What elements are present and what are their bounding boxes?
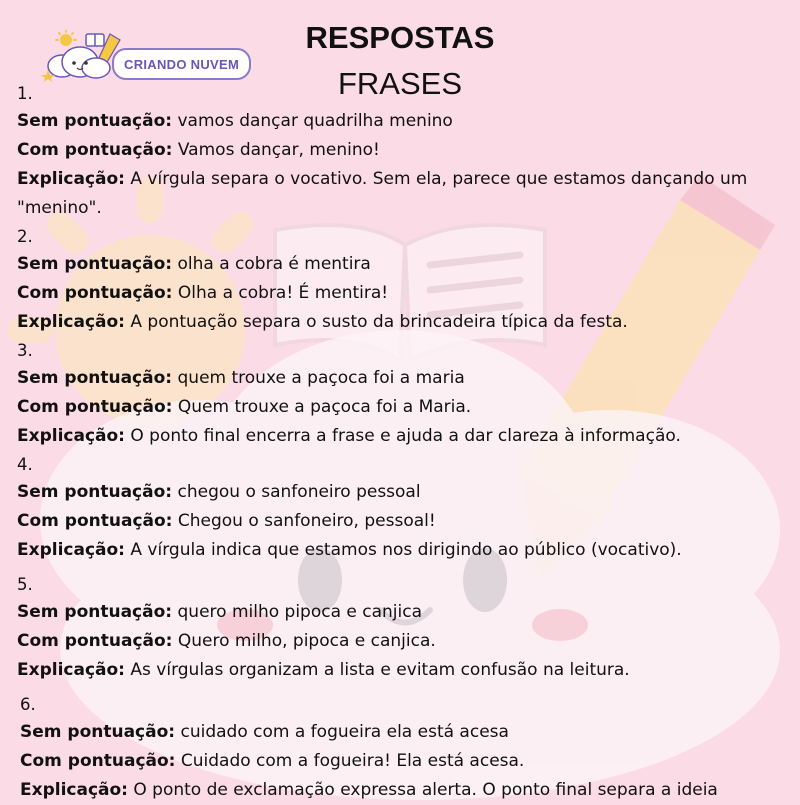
without-label: Sem pontuação: [17, 111, 173, 131]
without-label: Sem pontuação: [17, 368, 173, 388]
with-label: Com pontuação: [20, 751, 176, 771]
without-label: Sem pontuação: [17, 254, 173, 274]
with-label: Com pontuação: [17, 283, 173, 303]
item-number: 2. [17, 227, 33, 246]
explanation-line [17, 308, 787, 337]
punctuated-line [17, 136, 787, 165]
unpunctuated-text: quem trouxe a paçoca foi a maria [177, 368, 465, 388]
answer-item [17, 451, 787, 565]
explanation-line [17, 422, 787, 451]
explanation-text: A vírgula separa o vocativo. Sem ela, parece que estamos dançando um "menino". [17, 169, 748, 218]
without-label: Sem pontuação: [17, 482, 173, 502]
unpunctuated-line [17, 364, 787, 393]
unpunctuated-text: chegou o sanfoneiro pessoal [177, 482, 421, 502]
explanation-text: A pontuação separa o susto da brincadeira típica da festa. [130, 312, 628, 332]
punctuated-line [17, 507, 787, 536]
page-title: RESPOSTAS [305, 20, 495, 55]
explanation-text: O ponto final encerra a frase e ajuda a dar clareza à informação. [130, 426, 681, 446]
punctuated-text: Chegou o sanfoneiro, pessoal! [177, 511, 436, 531]
unpunctuated-text: olha a cobra é mentira [177, 254, 371, 274]
unpunctuated-text: vamos dançar quadrilha menino [177, 111, 453, 131]
item-number: 5. [17, 575, 33, 594]
punctuated-line [17, 279, 787, 308]
punctuated-text: Olha a cobra! É mentira! [177, 283, 389, 303]
explanation-text: As vírgulas organizam a lista e evitam confusão na leitura. [130, 660, 630, 680]
with-label: Com pontuação: [17, 397, 173, 417]
without-label: Sem pontuação: [20, 722, 176, 742]
without-label: Sem pontuação: [17, 602, 173, 622]
explanation-text: A vírgula indica que estamos nos dirigindo ao público (vocativo). [130, 540, 682, 560]
punctuated-text: Vamos dançar, menino! [177, 140, 380, 160]
unpunctuated-text: quero milho pipoca e canjica [177, 602, 423, 622]
explanation-text: O ponto de exclamação expressa alerta. O ponto final separa a ideia [133, 780, 718, 800]
explanation-label: Explicação: [20, 780, 128, 800]
with-label: Com pontuação: [17, 631, 173, 651]
unpunctuated-line [17, 250, 787, 279]
explanation-label: Explicação: [17, 660, 125, 680]
answer-item [17, 571, 787, 685]
punctuated-text: Quem trouxe a paçoca foi a Maria. [177, 397, 472, 417]
explanation-line [17, 165, 787, 223]
item-number: 4. [17, 455, 33, 474]
punctuated-line [20, 747, 787, 776]
unpunctuated-line [17, 107, 787, 136]
punctuated-line [17, 627, 787, 656]
explanation-label: Explicação: [17, 312, 125, 332]
unpunctuated-line [20, 718, 787, 747]
item-number: 1. [17, 84, 33, 103]
answer-item [17, 223, 787, 337]
punctuated-text: Quero milho, pipoca e canjica. [177, 631, 436, 651]
item-number: 3. [17, 341, 33, 360]
page-subtitle: FRASES [337, 66, 463, 101]
explanation-line [17, 656, 787, 685]
with-label: Com pontuação: [17, 140, 173, 160]
item-number: 6. [20, 695, 36, 714]
explanation-label: Explicação: [17, 426, 125, 446]
explanation-line [17, 536, 787, 565]
explanation-label: Explicação: [17, 169, 125, 189]
answers-list [17, 80, 787, 805]
answer-item [17, 80, 787, 223]
unpunctuated-text: cuidado com a fogueira ela está acesa [180, 722, 509, 742]
logo-text: CRIANDO NUVEM [112, 48, 251, 80]
with-label: Com pontuação: [17, 511, 173, 531]
answer-item [17, 337, 787, 451]
punctuated-text: Cuidado com a fogueira! Ela está acesa. [180, 751, 525, 771]
explanation-label: Explicação: [17, 540, 125, 560]
unpunctuated-line [17, 478, 787, 507]
punctuated-line [17, 393, 787, 422]
answer-item [17, 691, 787, 805]
unpunctuated-line [17, 598, 787, 627]
